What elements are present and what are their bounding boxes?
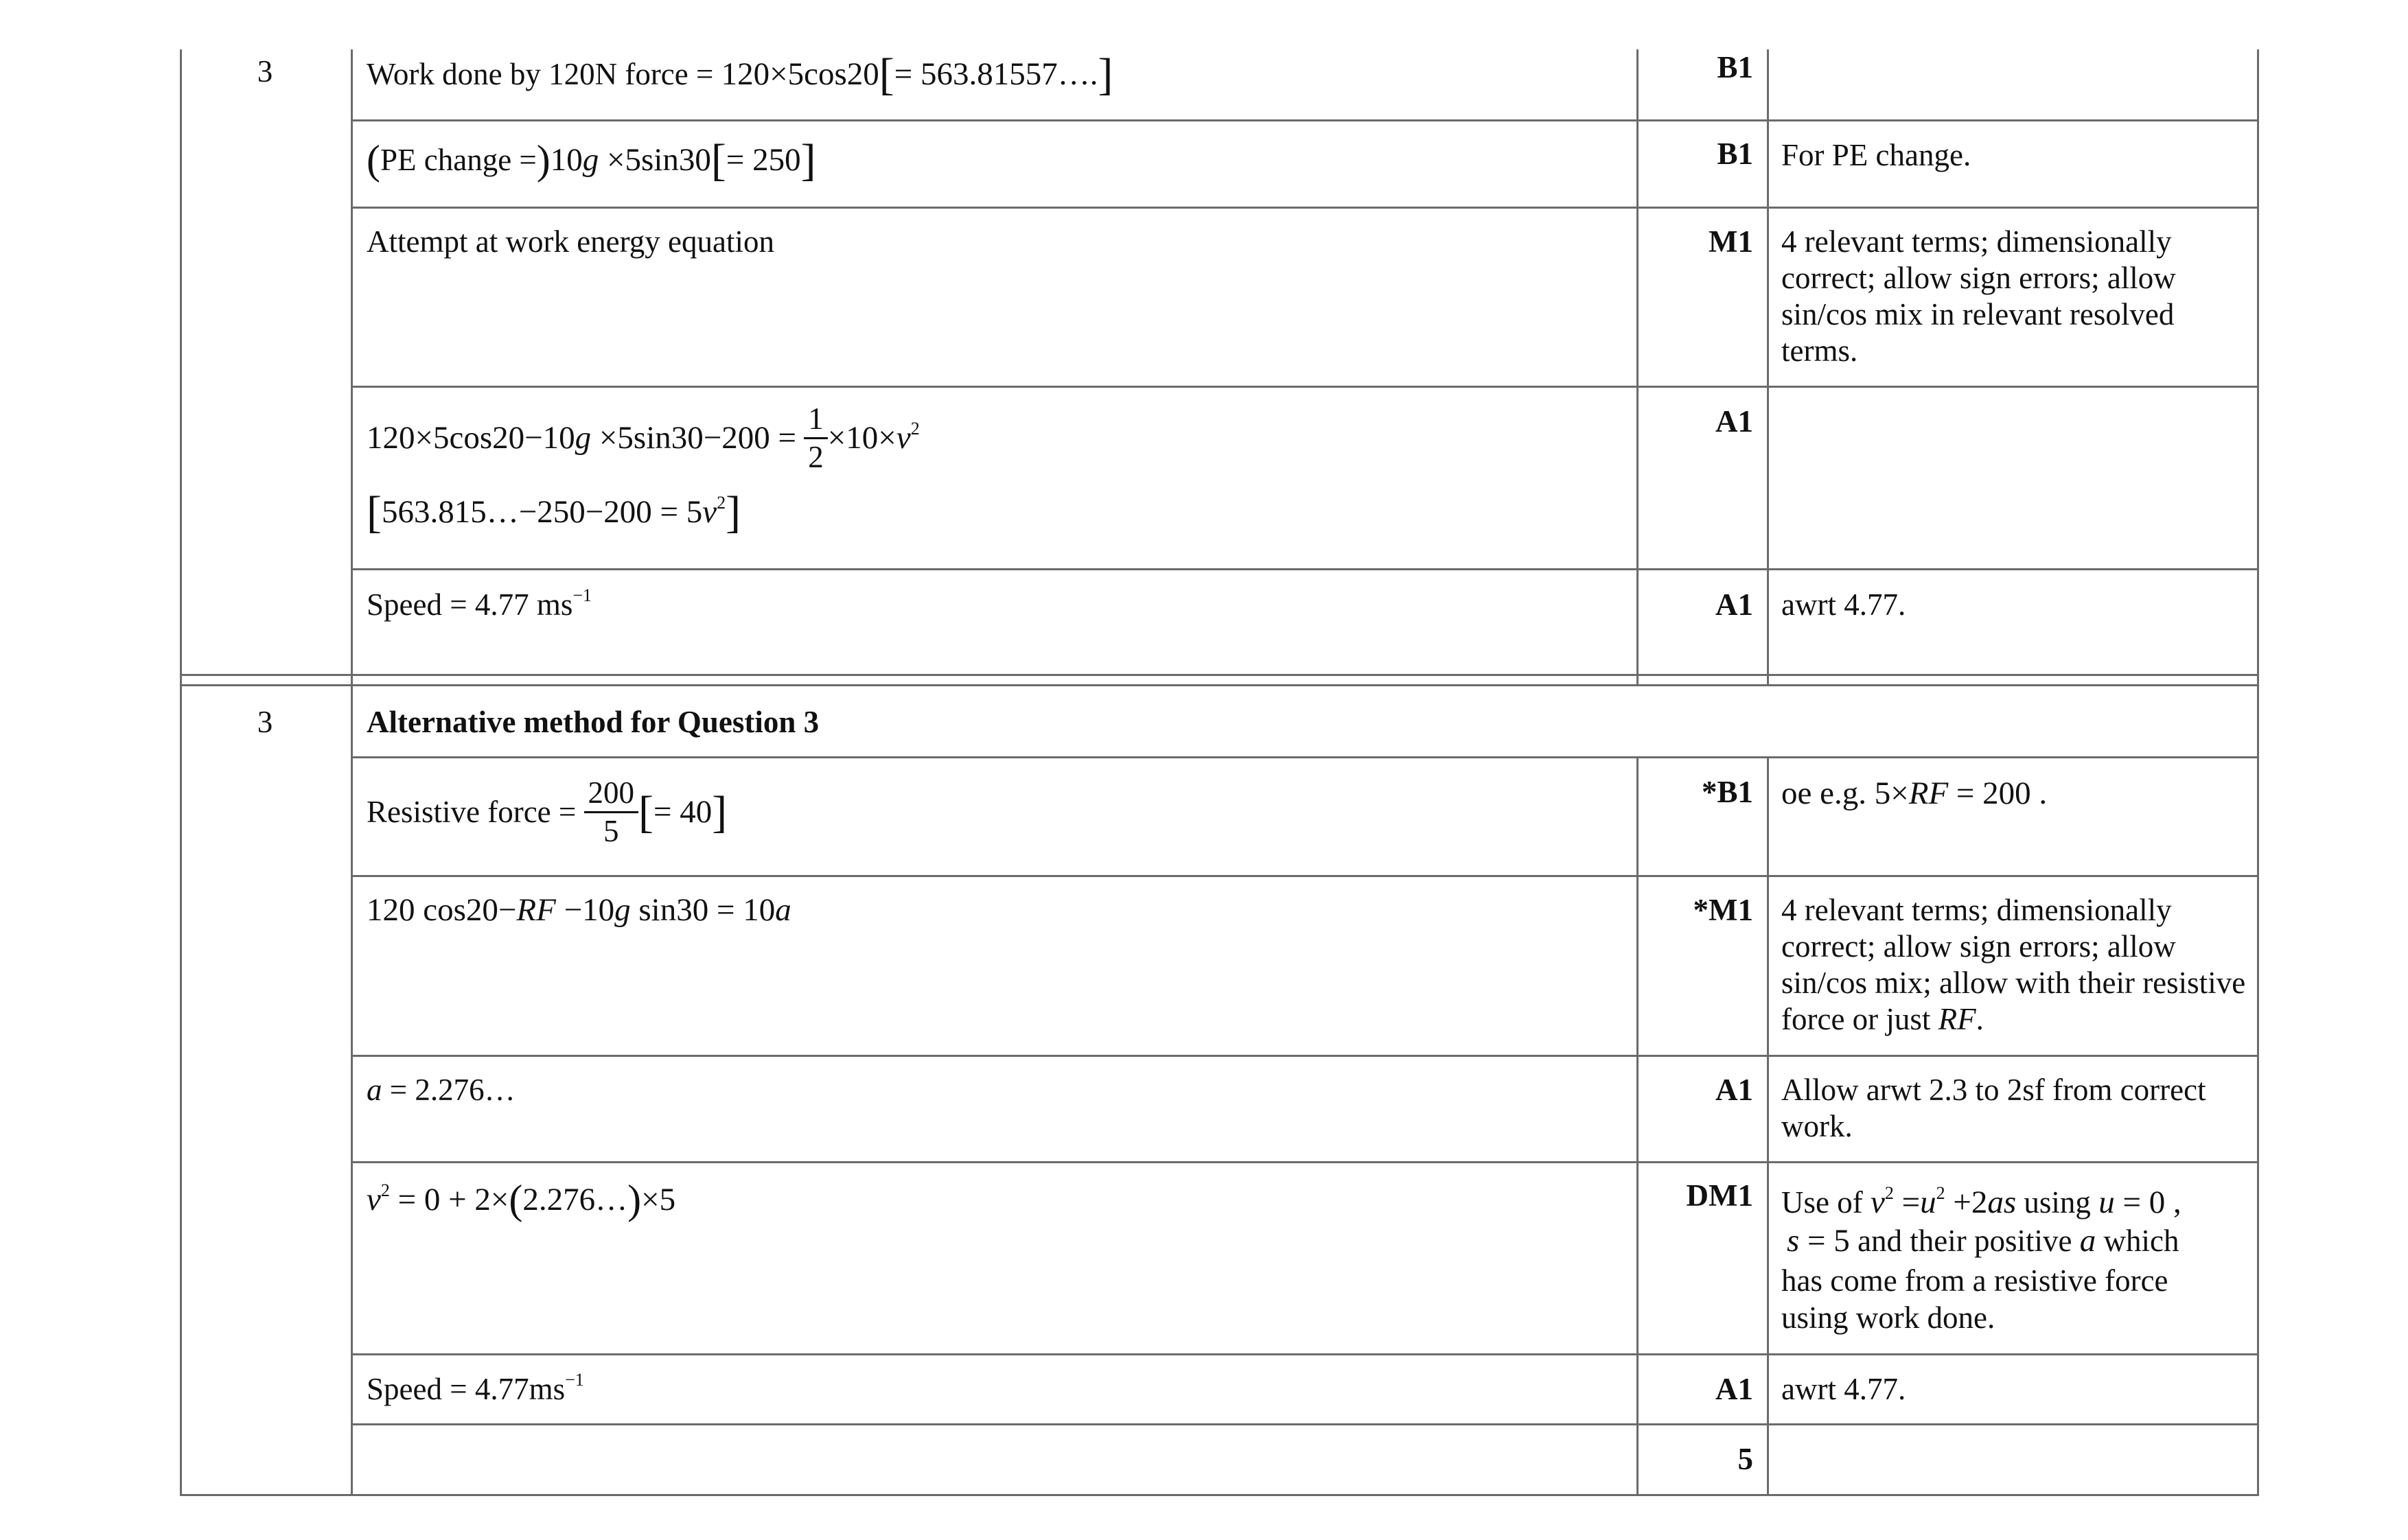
bracket-close: ]	[1098, 49, 1113, 100]
answer-work-done	[367, 49, 1113, 100]
section-divider	[180, 684, 2259, 686]
table-border-marks-col	[1767, 49, 1769, 684]
table-border-bottom	[180, 1494, 2259, 1496]
comment-text: = 200 .	[1948, 775, 2048, 811]
table-border-right	[2257, 684, 2259, 1496]
row-divider	[351, 756, 2259, 758]
answer-work-energy-numeric	[367, 487, 741, 537]
math-variable-a: a	[2079, 1223, 2096, 1259]
math-expression: 10	[550, 142, 583, 178]
bracket-open: [	[367, 487, 382, 537]
question-number: 3	[257, 54, 273, 89]
fraction-denominator: 5	[603, 814, 619, 849]
answer-suvat	[367, 1177, 676, 1222]
mark-comment: awrt 4.77.	[1781, 587, 1906, 622]
bracket-close: ]	[800, 135, 816, 185]
answer-text: Speed = 4.77m	[367, 1372, 553, 1406]
superscript: −1	[572, 585, 592, 605]
mark-comment-line	[1781, 1185, 2181, 1221]
superscript: 2	[910, 418, 920, 439]
comment-text: using	[2016, 1185, 2099, 1220]
paren-close: )	[627, 1177, 642, 1222]
math-variable-a: a	[775, 892, 791, 928]
answer-label: Work done by 120	[367, 57, 595, 91]
math-expression: 2.276…	[522, 1182, 628, 1217]
mark-code: B1	[1717, 50, 1753, 84]
math-variable-v: v	[1870, 1185, 1885, 1220]
row-divider	[351, 1161, 2259, 1163]
math-expression: 120×5cos20	[721, 56, 879, 92]
answer-text: Speed = 4.77 m	[367, 587, 561, 622]
math-value: = 563.81557….	[894, 56, 1098, 92]
math-variable-rf: RF	[1938, 1002, 1976, 1036]
row-divider	[351, 1353, 2259, 1355]
math-expression: −10	[555, 892, 615, 928]
math-variable-v: v	[702, 494, 717, 530]
bracket-open: [	[638, 787, 654, 837]
mark-code: B1	[1717, 137, 1753, 171]
superscript: −1	[565, 1370, 584, 1390]
answer-speed	[367, 1371, 584, 1408]
fraction-half	[804, 401, 828, 474]
math-variable-g: g	[614, 892, 631, 928]
answer-text: = 2.276…	[382, 1073, 516, 1107]
math-variable-v: v	[896, 419, 911, 456]
math-expression: ×5sin30−200 =	[591, 419, 797, 456]
row-divider	[351, 119, 2259, 121]
mark-code: A1	[1715, 1372, 1753, 1406]
mark-comment: awrt 4.77.	[1781, 1372, 1906, 1406]
mark-comment	[1781, 775, 2047, 812]
superscript: 2	[1936, 1183, 1945, 1203]
comment-text: 4 relevant terms; dimensionally correct; allow sign errors; allow sin/cos mix; allow with their resistive force or just	[1781, 893, 2246, 1036]
math-variable-rf: RF	[516, 892, 556, 928]
bracket-open: [	[710, 135, 726, 185]
math-value: = 250	[726, 142, 801, 178]
math-value: = 40	[653, 794, 713, 830]
mark-comment-line	[1787, 1223, 2179, 1259]
mark-comment: 4 relevant terms; dimensionally correct; allow sign errors; allow sin/cos mix in relevant resolved terms.	[1781, 224, 2176, 368]
comment-text: and their positive	[1849, 1224, 2080, 1258]
superscript: 2	[380, 1180, 390, 1200]
question-number: 3	[257, 705, 273, 739]
answer-acceleration	[367, 1072, 516, 1108]
comment-text: which	[2096, 1224, 2179, 1258]
math-variable-u: u	[1920, 1185, 1936, 1220]
mark-comment: Allow arwt 2.3 to 2sf from correct work.	[1781, 1073, 2206, 1143]
comment-text: .	[1976, 1002, 1984, 1036]
table-border-question-col	[351, 49, 353, 684]
bracket-close: ]	[712, 787, 728, 837]
mark-code: A1	[1715, 1073, 1753, 1107]
fraction-numerator: 200	[584, 778, 639, 813]
table-border-marks-col	[1767, 756, 1769, 1496]
answer-label: PE change =	[380, 143, 537, 177]
unit-newton: N	[594, 57, 618, 91]
math-expression: 120 cos20−	[367, 892, 517, 928]
section-heading: Alternative method for Question 3	[367, 705, 820, 739]
mark-comment-line: has come from a resistive force	[1781, 1263, 2168, 1298]
paren-open: (	[367, 137, 380, 183]
comment-text: oe e.g. 5×	[1781, 775, 1909, 811]
mark-code: A1	[1715, 404, 1753, 439]
mark-code: M1	[1709, 224, 1753, 259]
math-expression: 563.815…−250−200 = 5	[381, 494, 703, 530]
row-divider	[351, 386, 2259, 388]
math-expression: ×5sin30	[599, 142, 711, 178]
bracket-close: ]	[726, 487, 741, 537]
math-expression: = 0 + 2×	[389, 1182, 509, 1217]
math-expression: = 0 ,	[2114, 1185, 2181, 1220]
row-divider	[351, 207, 2259, 209]
comment-text: Use of	[1781, 1185, 1871, 1220]
math-expression: =	[1893, 1185, 1921, 1220]
row-divider	[351, 568, 2259, 570]
superscript: 2	[1884, 1183, 1894, 1203]
math-expression: ×5	[641, 1182, 676, 1217]
table-border-right	[2257, 49, 2259, 684]
superscript: 2	[717, 493, 726, 513]
math-expression: = 5	[1799, 1223, 1850, 1259]
answer-pe-change	[367, 135, 816, 185]
mark-code: *B1	[1701, 775, 1753, 809]
mark-comment-line: using work done.	[1781, 1300, 1995, 1335]
answer-newton-second-law	[367, 892, 791, 929]
mark-code: A1	[1715, 587, 1753, 622]
answer-label: Resistive force =	[367, 795, 584, 829]
answer-label-cont: force =	[617, 57, 721, 91]
math-variable-rf: RF	[1908, 775, 1949, 811]
row-divider	[351, 1055, 2259, 1057]
answer-text: Attempt at work energy equation	[367, 224, 775, 259]
table-border-left	[180, 684, 182, 1496]
math-expression: ×10×	[827, 419, 896, 456]
math-variable-u: u	[2098, 1185, 2115, 1220]
bracket-open: [	[879, 49, 894, 100]
math-variable-as: as	[1987, 1185, 2017, 1220]
answer-work-energy-equation	[367, 401, 920, 476]
math-variable-s: s	[1787, 1223, 1800, 1259]
mark-code: DM1	[1686, 1178, 1753, 1213]
math-expression: 120×5cos20−10	[367, 419, 575, 456]
total-marks: 5	[1737, 1442, 1753, 1476]
fraction	[584, 775, 639, 849]
section-divider	[180, 674, 2259, 676]
mark-code: *M1	[1693, 893, 1753, 927]
unit-second: s	[553, 1372, 566, 1406]
mark-comment	[1781, 892, 2255, 1038]
math-variable-a: a	[367, 1073, 382, 1107]
unit-second: s	[560, 587, 573, 622]
fraction-denominator: 2	[808, 440, 824, 474]
table-border-question-col	[351, 684, 353, 1496]
row-divider	[351, 1423, 2259, 1425]
mark-comment: For PE change.	[1781, 138, 1971, 172]
math-expression: +2	[1945, 1185, 1988, 1220]
table-border-left	[180, 49, 182, 684]
math-variable-g: g	[582, 142, 599, 178]
row-divider	[351, 875, 2259, 877]
paren-close: )	[536, 137, 551, 183]
answer-speed	[367, 587, 592, 623]
math-variable-g: g	[575, 419, 592, 456]
fraction-numerator: 1	[804, 404, 828, 439]
math-expression: sin30 = 10	[630, 892, 776, 928]
answer-resistive-force	[367, 774, 727, 850]
math-variable-v: v	[367, 1182, 381, 1217]
paren-open: (	[509, 1177, 523, 1222]
